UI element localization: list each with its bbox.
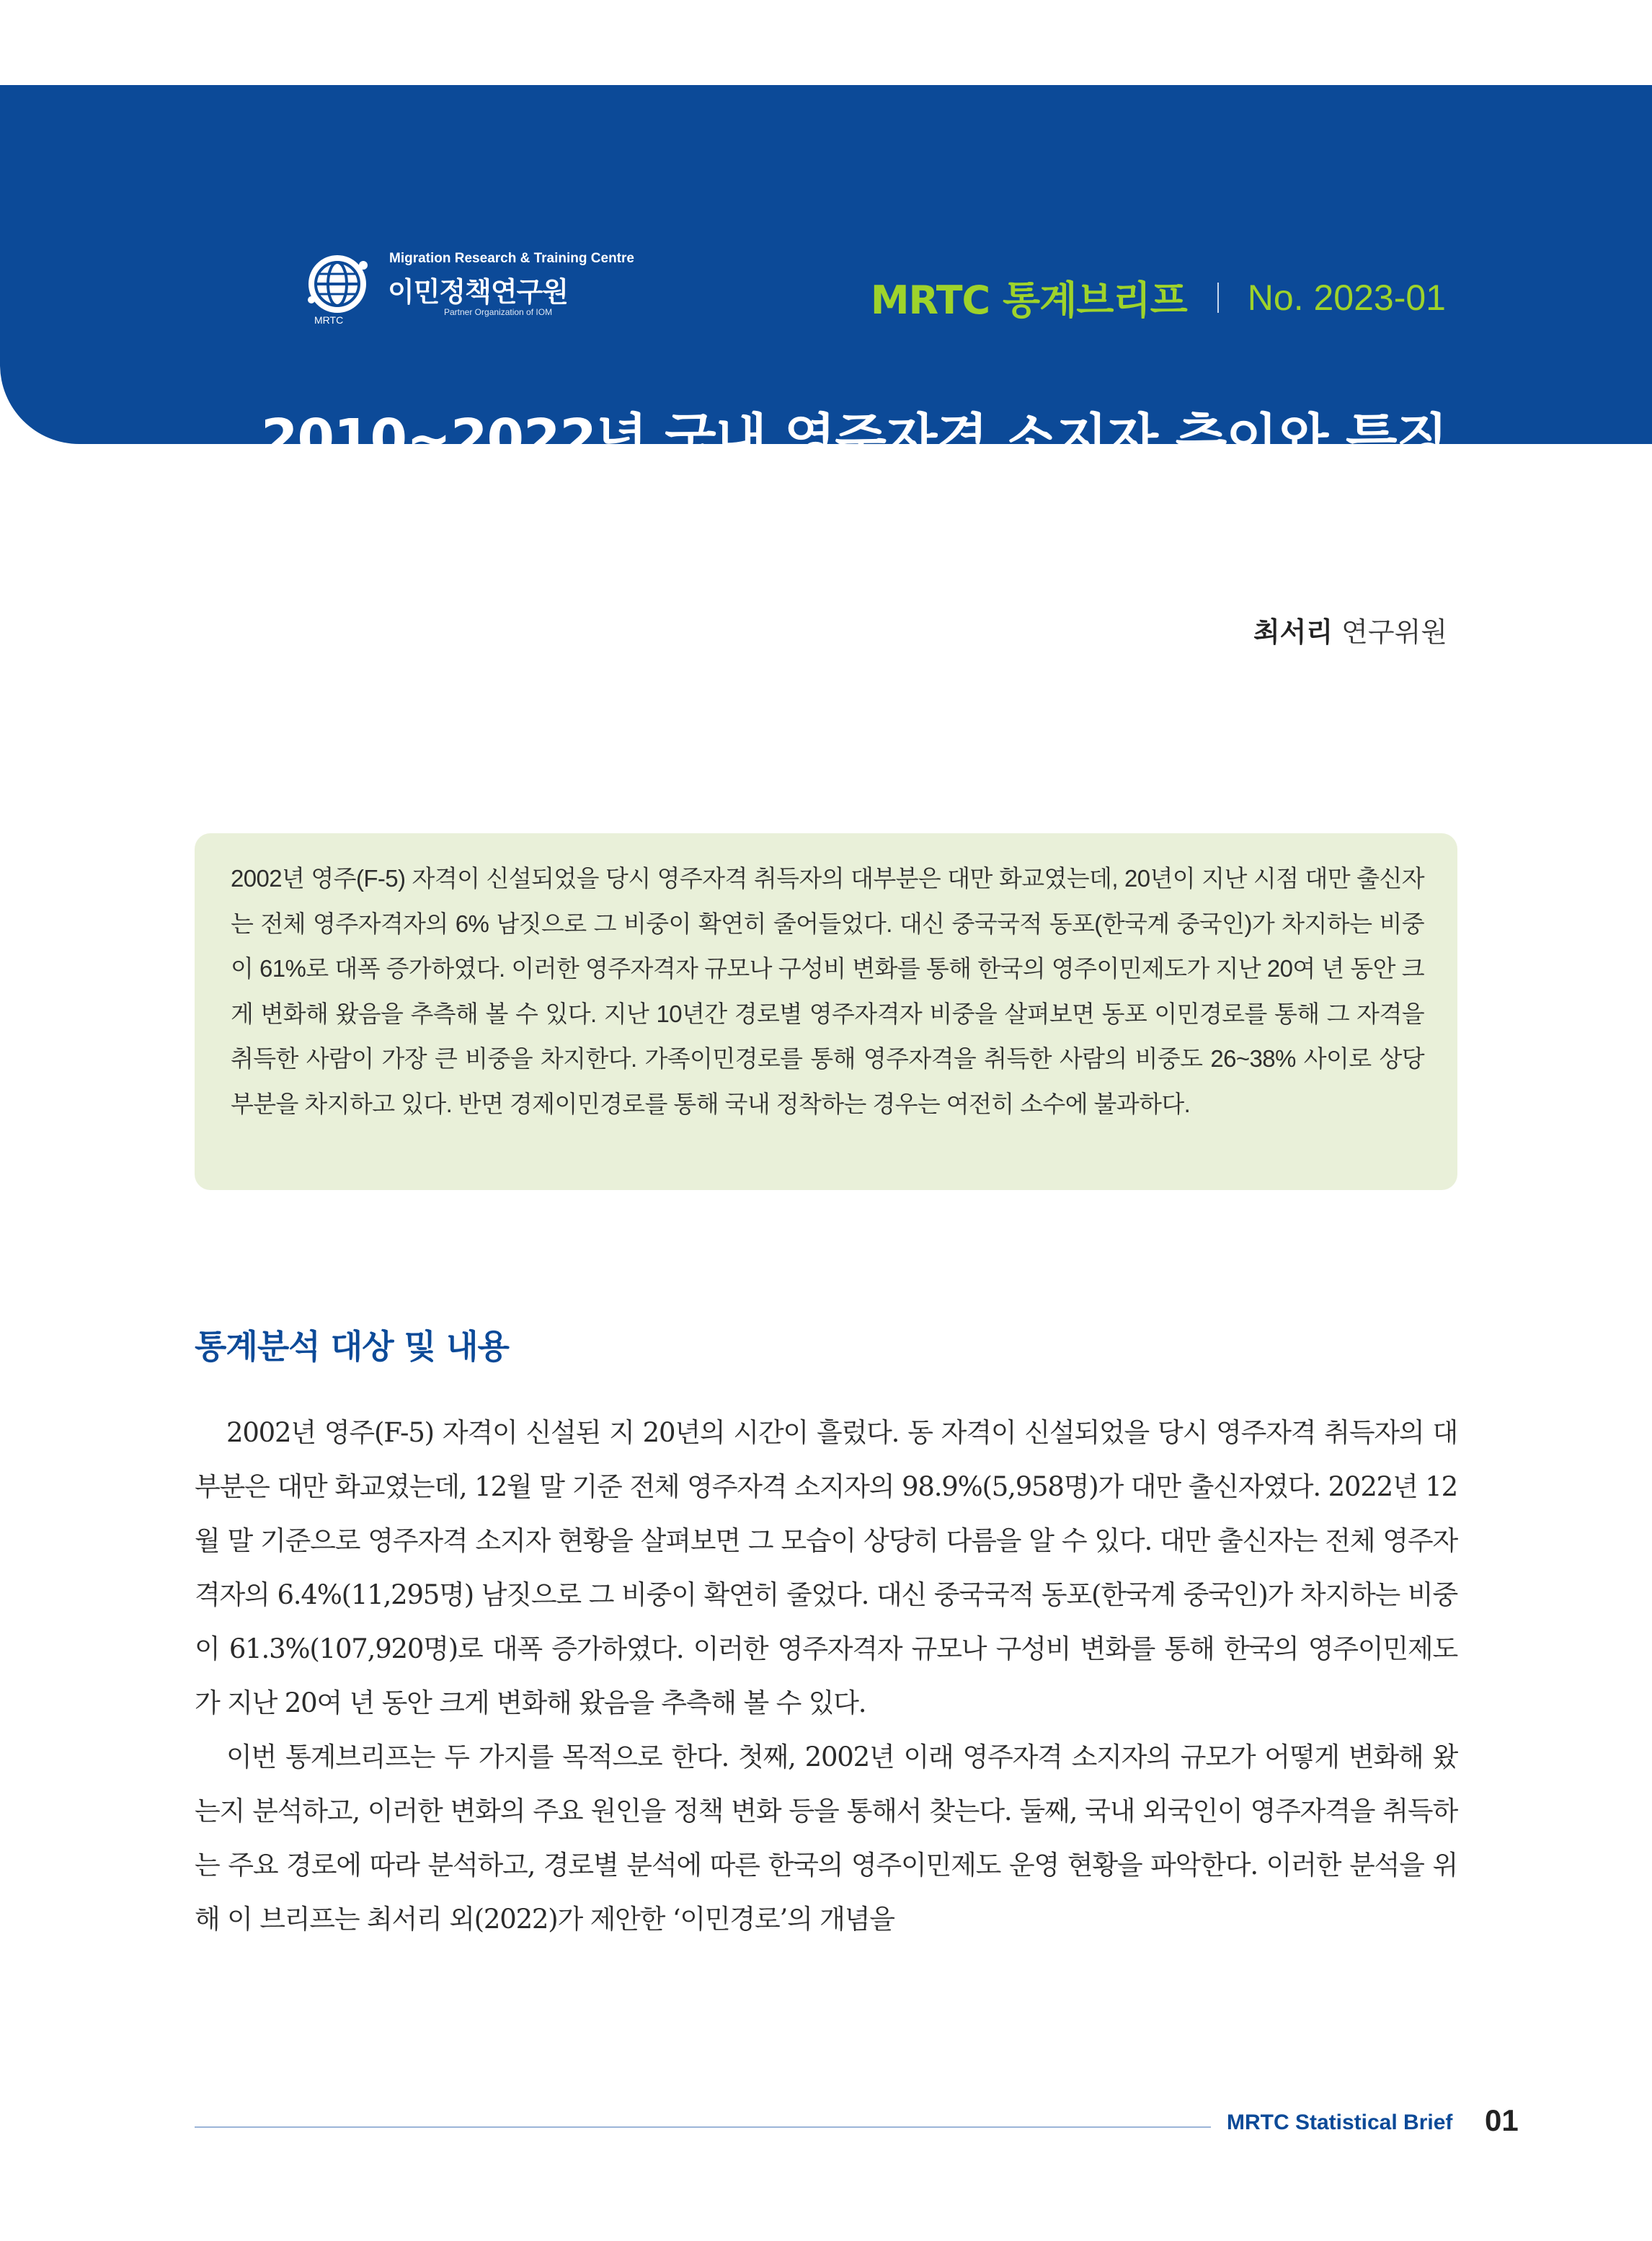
logo-korean-name: 이민정책연구원 xyxy=(388,276,568,308)
summary-box xyxy=(195,833,1457,1190)
mrtc-logo xyxy=(303,245,634,326)
body-paragraph: 이번 통계브리프는 두 가지를 목적으로 한다. 첫째, 2002년 이래 영주자격 소지자의 규모가 어떻게 변화해 왔는지 분석하고, 이러한 변화의 주요 원인을 정책 변화 등을 통해서 찾는다. 둘째, 국내 외국인이 영주자격을 취득하는 주요 경로에 따라 분석하고, 경로별 분석에 따른 한국의 영주이민제도 운영 현황을 파악한다. 이러한 분석을 위해 이 브리프는 최서리 외(2022)가 제안한 ‘이민경로’의 개념을 xyxy=(195,1741,1457,1935)
title-divider xyxy=(1217,283,1219,313)
author-name: 최서리 xyxy=(1253,616,1333,648)
body-paragraph: 2002년 영주(F-5) 자격이 신설된 지 20년의 시간이 흘렀다. 동 자격이 신설되었을 당시 영주자격 취득자의 대부분은 대만 화교였는데, 12월 말 기준 전체 영주자격 소지자의 98.9%(5,958명)가 대만 출신자였다. 2022년 12월 말 기준으로 영주자격 소지자 현황을 살펴보면 그 모습이 상당히 다름을 알 수 있다. 대만 출신자는 전체 영주자격자의 6.4%(11,295명) 남짓으로 그 비중이 확연히 줄었다. 대신 중국국적 동포(한국계 중국인)가 차지하는 비중이 61.3%(107,920명)로 대폭 증가하였다. 이러한 영주자격자 규모나 구성비 변화를 통해 한국의 영주이민제도가 지난 20여 년 동안 크게 변화해 왔음을 추측해 볼 수 있다. xyxy=(195,1417,1457,1718)
page-number: 01 xyxy=(1485,2103,1519,2137)
logo-english-name: Migration Research & Training Centre xyxy=(389,251,634,266)
issue-number: No. 2023-01 xyxy=(1247,277,1446,318)
logo-partner-text: Partner Organization of IOM xyxy=(444,307,553,317)
section-heading: 통계분석 대상 및 내용 xyxy=(195,1327,509,1366)
footer-label: MRTC Statistical Brief xyxy=(1227,2111,1453,2134)
footer-divider xyxy=(195,2126,1211,2128)
brief-series-title xyxy=(871,270,1446,325)
author-line xyxy=(1253,610,1447,649)
logo-abbreviation: MRTC xyxy=(314,314,344,326)
body-text xyxy=(195,1406,1457,1946)
header-banner xyxy=(0,85,1652,470)
author-role: 연구위원 xyxy=(1341,616,1447,648)
summary-text: 2002년 영주(F-5) 자격이 신설되었을 당시 영주자격 취득자의 대부분은 대만 화교였는데, 20년이 지난 시점 대만 출신자는 전체 영주자격자의 6% 남짓으로 그 비중이 확연히 줄어들었다. 대신 중국국적 동포(한국계 중국인)가 차지하는 비중이 61%로 대폭 증가하였다. 이러한 영주자격자 규모나 구성비 변화를 통해 한국의 영주이민제도가 지난 20여 년 동안 크게 변화해 왔음을 추측해 볼 수 있다. 지난 10년간 경로별 영주자격자 비중을 살펴보면 동포 이민경로를 통해 그 자격을 취득한 사람이 가장 큰 비중을 차지한다. 가족이민경로를 통해 영주자격을 취득한 사람의 비중도 26~38% 사이로 상당 부분을 차지하고 있다. 반면 경제이민경로를 통해 국내 정착하는 경우는 여전히 소수에 불과하다. xyxy=(231,865,1424,1117)
page-title: 2010~2022년 국내 영주자격 소지자 추이와 특징 xyxy=(261,408,1447,470)
globe-icon xyxy=(303,249,372,319)
brief-name: MRTC 통계브리프 xyxy=(870,278,1187,323)
